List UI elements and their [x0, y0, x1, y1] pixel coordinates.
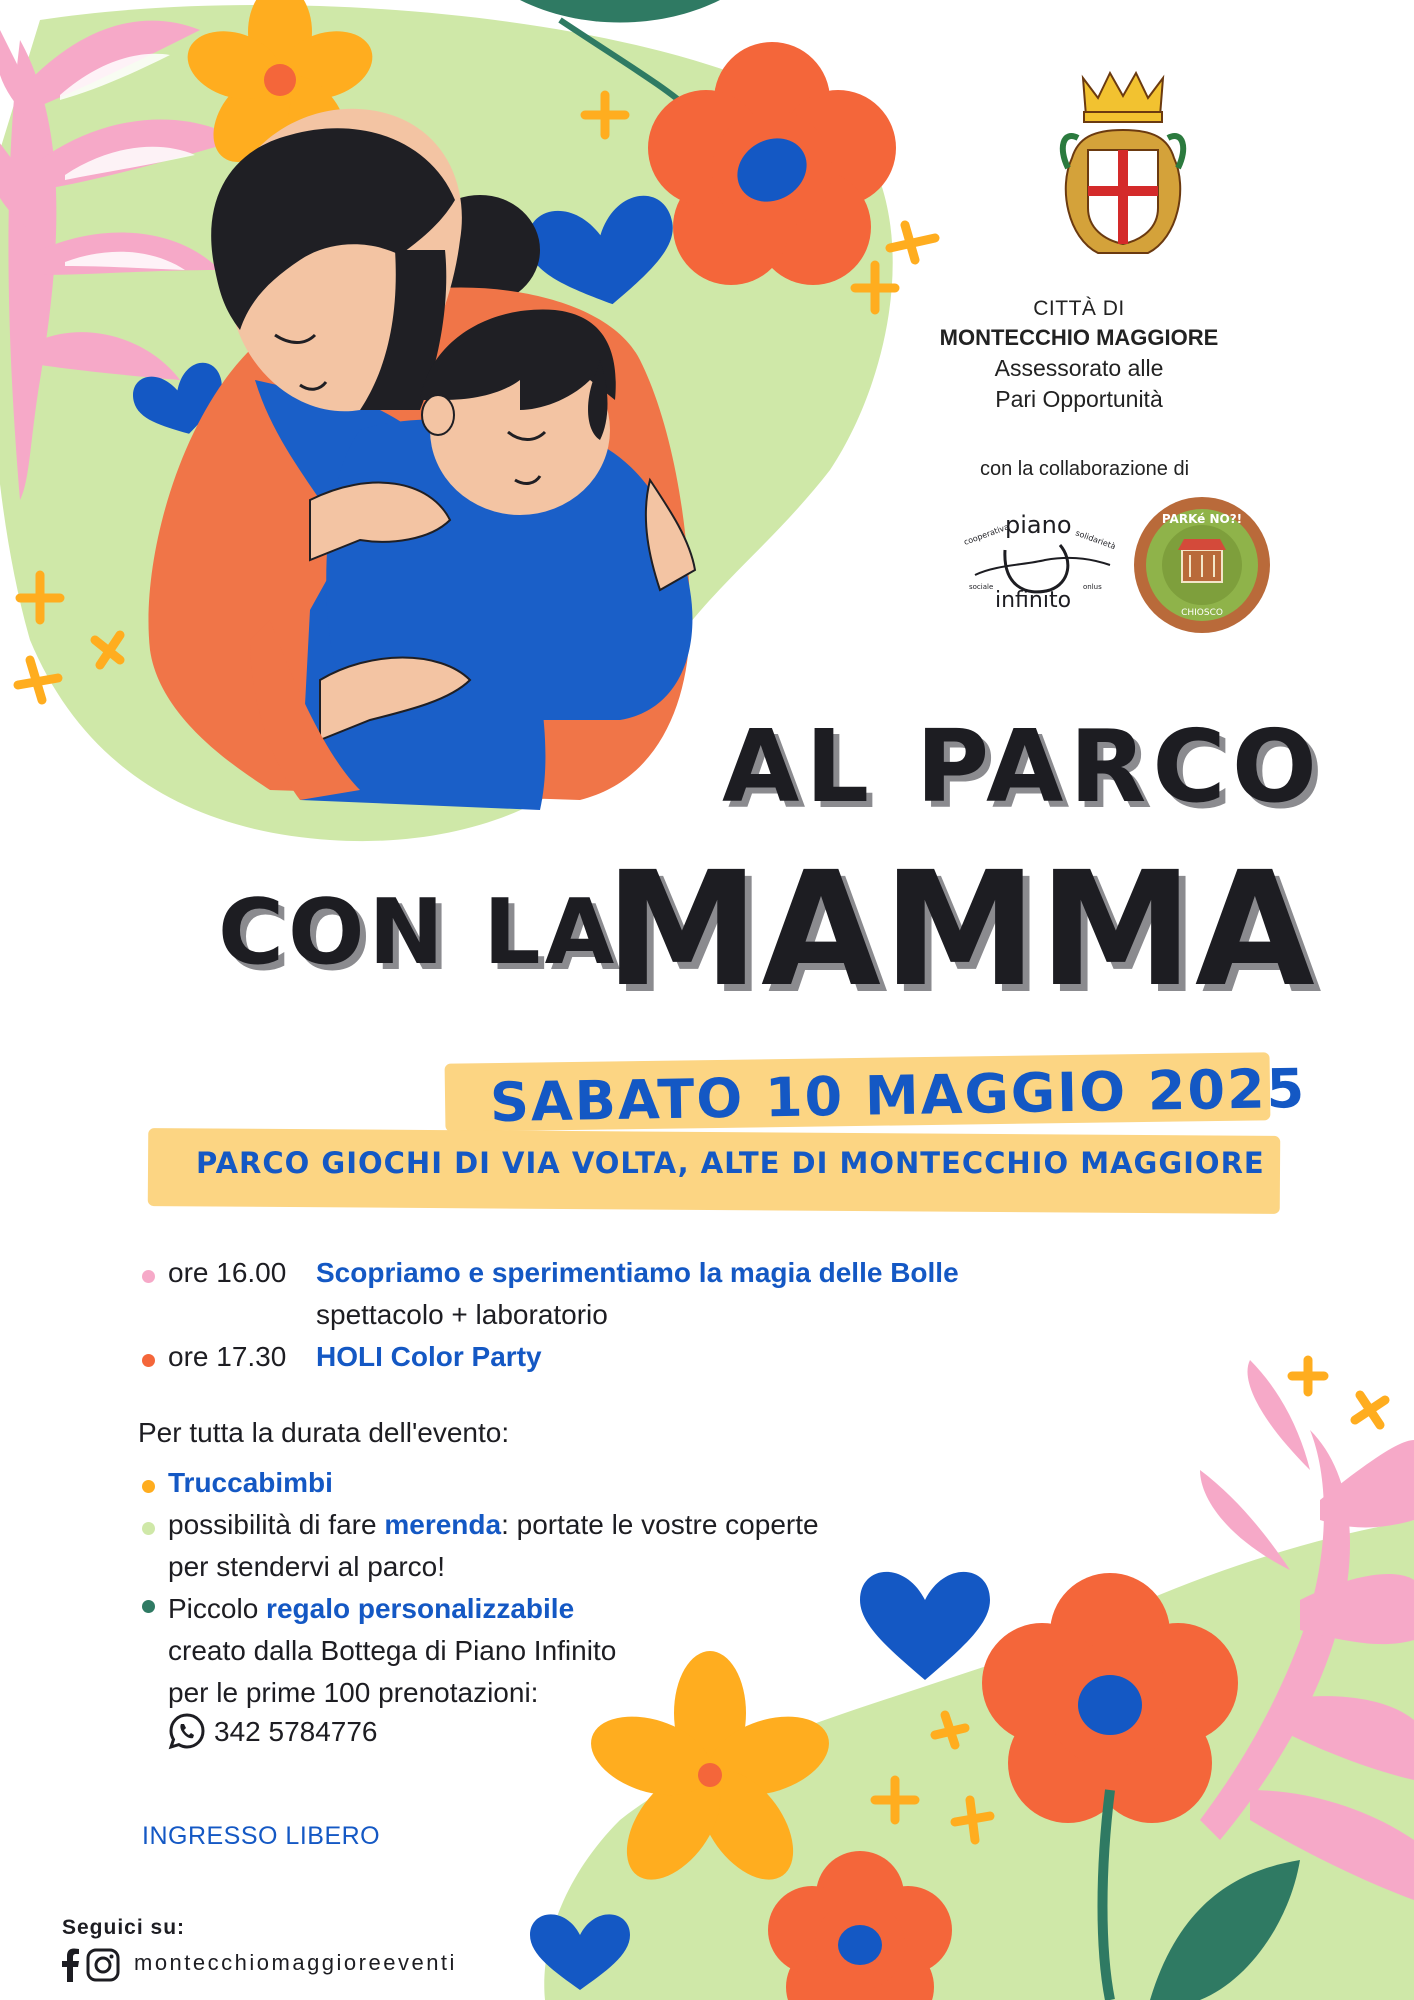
parke-nop-logo [1132, 495, 1272, 635]
truccabimbi: Truccabimbi [168, 1467, 333, 1498]
phone-number[interactable]: 342 5784776 [214, 1716, 378, 1747]
program-title-1: Scopriamo e sperimentiamo la magia delle Bolle [316, 1257, 959, 1288]
city-name: MONTECCHIO MAGGIORE [939, 325, 1219, 350]
heart-icon [860, 1572, 990, 1680]
program-time-2: ore 17.30 [168, 1341, 287, 1372]
facebook-icon[interactable] [60, 1948, 80, 1982]
instagram-icon[interactable] [86, 1948, 120, 1982]
organizer-header [914, 295, 1244, 415]
department-line-2: Pari Opportunità [995, 386, 1163, 412]
event-place: PARCO GIOCHI DI VIA VOLTA, ALTE DI MONTECCHIO MAGGIORE [196, 1146, 1265, 1180]
merenda-pre: possibilità di fare [168, 1509, 385, 1540]
follow-label: Seguici su: [62, 1916, 186, 1939]
city-label: CITTÀ DI [1033, 297, 1125, 320]
regalo-line [168, 1593, 574, 1625]
bullet-dot [142, 1480, 155, 1493]
title-line-2a: CON LA [218, 880, 619, 985]
department-line-1: Assessorato alle [994, 355, 1164, 381]
onlus-word: onlus [1083, 583, 1102, 591]
merenda-post: : portate le vostre coperte [501, 1509, 819, 1540]
cooperativa-word: cooperativa [962, 522, 1011, 547]
merenda-line-2: per stendervi al parco! [168, 1551, 446, 1582]
collaboration-label: con la collaborazione di [980, 458, 1190, 480]
social-handle[interactable]: montecchiomaggioreeventi [134, 1950, 457, 1975]
regalo-bold: regalo personalizzabile [266, 1593, 575, 1624]
coat-of-arms-icon [1058, 68, 1188, 268]
infinito-word: infinito [995, 588, 1072, 613]
parke-nop-name: PARKé NO?! [1161, 512, 1243, 526]
regalo-line-3: per le prime 100 prenotazioni: [168, 1677, 539, 1708]
regalo-line-2: creato dalla Bottega di Piano Infinito [168, 1635, 617, 1666]
bullet-dot [142, 1522, 155, 1535]
bullet-dot [142, 1270, 155, 1283]
program-sub-1: spettacolo + laboratorio [316, 1299, 608, 1330]
title-mamma: MAMMA [605, 838, 1317, 1022]
leaf-icon [520, 0, 720, 23]
program-time-1: ore 16.00 [168, 1257, 287, 1288]
merenda-bold: merenda [384, 1509, 502, 1540]
event-date: SABATO 10 MAGGIO 2025 [489, 1056, 1307, 1135]
duration-intro: Per tutta la durata dell'evento: [138, 1417, 510, 1448]
whatsapp-icon [168, 1712, 206, 1750]
title-line-1: AL PARCO [722, 708, 1323, 825]
piano-infinito-logo [955, 505, 1120, 615]
program-title-2: HOLI Color Party [316, 1341, 542, 1372]
bullet-dot [142, 1354, 155, 1367]
bullet-dot [142, 1600, 155, 1613]
sociale-word: sociale [969, 583, 994, 591]
merenda-line [168, 1509, 819, 1541]
chiosco-label: CHIOSCO [1181, 608, 1223, 618]
ingresso-libero: INGRESSO LIBERO [142, 1822, 381, 1850]
solidarieta-word: solidarietà [1074, 528, 1117, 552]
regalo-pre: Piccolo [168, 1593, 267, 1624]
piano-word: piano [1005, 511, 1072, 539]
